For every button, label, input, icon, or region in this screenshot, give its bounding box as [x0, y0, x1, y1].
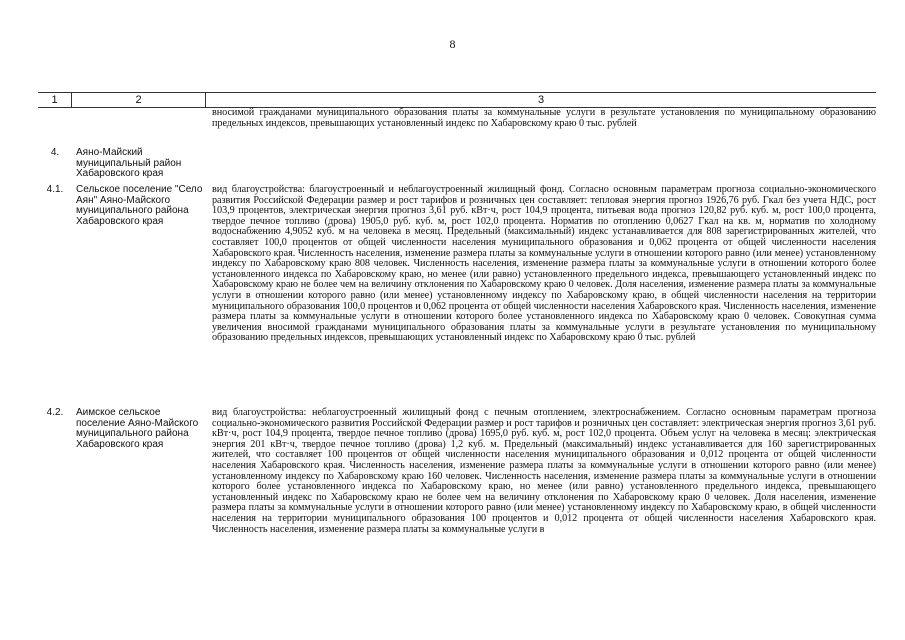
- column-header-2: 2: [72, 93, 206, 107]
- table-header: [38, 92, 876, 108]
- column-header-1: 1: [38, 93, 72, 107]
- page-number: 8: [449, 37, 456, 51]
- row-number: 4.1.: [46, 184, 64, 195]
- column-header-3: 3: [537, 94, 545, 106]
- row-municipality-name: Сельское поселение "Село Аян" Аяно-Майского муниципального района Хабаровского края: [76, 184, 203, 227]
- row-municipality-name: Аяно-Майский муниципальный район Хабаровского края: [76, 147, 182, 180]
- table-row-selo-ayan: [38, 185, 876, 400]
- row-number: 4.: [50, 147, 60, 158]
- row-description: вид благоустройства: благоустроенный и неблагоустроенный жилищный фонд. Согласно основным параметрам прогноза социально-экономического развития Российской Федерации размер и рост тарифов и розничных цен составляет: тепловая энергия прогноз 1926,76 руб. Гкал без учета НДС, рост 103,9 процентов, электрическая энергия прогноз 3,61 руб. кВт·ч, рост 104,9 процента, питьевая вода прогноз 120,82 руб. куб. м, рост 100,0 процента, твердое печное топливо (дрова) 1905,0 руб. куб. м, рост 102,0 процента. Норматив по отоплению 0,0627 Гкал на кв. м, норматив по холодному водоснабжению 4,9052 куб. м на человека в месяц. Предельный (максимальный) индекс устанавливается для 808 зарегистрированных жителей, что составляет 100,0 процентов от общей численности населения муниципального образования и 0,062 процента от общей численности населения Хабаровского края. Численность населения, изменение размера платы за коммунальные услуги в отношении которого равно (или менее) установленному индексу по Хабаровскому краю 808 человек. Численность населения, изменение размера платы за коммунальные услуги в отношении которого более установленного индекса по Хабаровскому краю, но менее (или равно) установленного предельного индекса, превышающего установленный индекс по Хабаровскому краю не более чем на величину отклонения по Хабаровскому краю 0 человек. Доля населения, изменение размера платы за коммунальные услуги в отношении которого равно (или менее) установленному индексу по Хабаровскому краю, в общей численности населения на территории муниципального образования 100,0 процентов и 0,062 процента от общей численности населения Хабаровского края. Численность населения, изменение размера платы за коммунальные услуги в отношении которого более установленного индекса по Хабаровскому краю 0 человек. Совокупная сумма увеличения вносимой гражданами муниципального образования платы за коммунальные услуги в результате установления по муниципальному образованию предельных индексов, превышающих установленный индекс по Хабаровскому краю 0 тыс. рублей: [212, 184, 876, 344]
- table-row-ayano-maysky-district: [38, 148, 876, 178]
- row-description: вид благоустройства: неблагоустроенный жилищный фонд с печным отоплением, электроснабжением. Согласно основным параметрам прогноза социально-экономического развития Российской Федерации размер и рост тарифов и розничных цен составляет: электрическая энергия прогноз 3,61 руб. кВт·ч, рост 104,9 процента, твердое печное топливо (дрова) 1695,0 руб. куб. м, рост 102,0 процента. Объем услуг на человека в месяц: электрическая энергия 201 кВт·ч, твердое печное топливо (дрова) 1,2 куб. м. Предельный (максимальный) индекс устанавливается для 160 зарегистрированных жителей, что составляет 100 процентов от общей численности населения муниципального образования и 0,012 процента от общей численности населения Хабаровского края. Численность населения, изменение размера платы за коммунальные услуги в отношении которого равно (или менее) установленному индексу по Хабаровскому краю 160 человек. Численность населения, изменение размера платы за коммунальные услуги в отношении которого более установленного индекса по Хабаровскому краю, но менее (или равно) установленного предельного индекса, превышающего установленный индекс по Хабаровскому краю не более чем на величину отклонения по Хабаровскому краю 0 человек. Доля населения, изменение размера платы за коммунальные услуги в отношении которого равно (или менее) установленному индексу по Хабаровскому краю, в общей численности населения на территории муниципального образования 100 процентов и 0,012 процента от общей численности населения Хабаровского края. Численность населения, изменение размера платы за коммунальные услуги в: [212, 407, 876, 535]
- table-row-continuation: [38, 108, 876, 143]
- row-municipality-name: Аимское сельское поселение Аяно-Майского муниципального района Хабаровского края: [76, 407, 199, 450]
- table-row-aimskoe: [38, 408, 876, 573]
- row-number: 4.2.: [46, 407, 64, 418]
- row-description: вносимой гражданами муниципального образования платы за коммунальные услуги в результате установления по муниципальному образованию предельных индексов, превышающих установленный индекс по Хабаровскому краю 0 тыс. рублей: [212, 107, 876, 129]
